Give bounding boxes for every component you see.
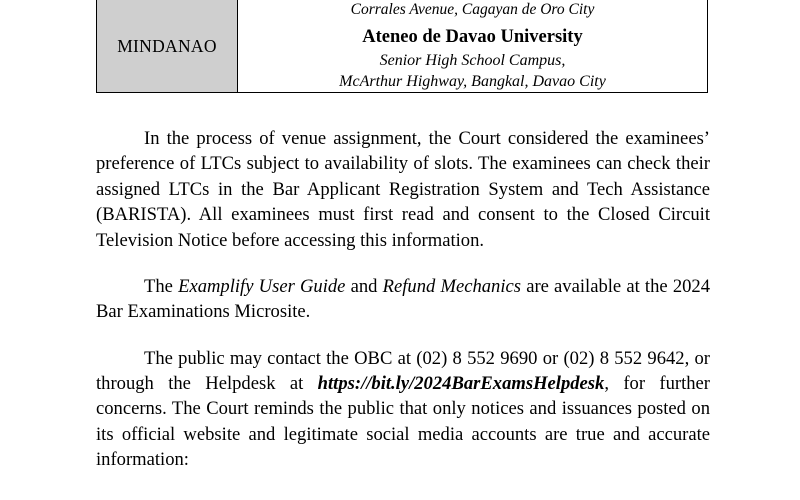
- italic-text: Examplify User Guide: [178, 275, 346, 297]
- paragraph-contact: The public may contact the OBC at (02) 8 552 9690 or (02) 8 552 9642, or through the Helpdesk at https://bit.ly/2024BarExamsHelpdesk, for further concerns. The Court reminds the public that only notices and issuances posted on its official website and legitimate social media accounts are true and accurate information:: [96, 347, 710, 471]
- paragraph-user-guide: The Examplify User Guide and Refund Mechanics are available at the 2024 Bar Examinations Microsite.: [96, 275, 711, 323]
- helpdesk-link[interactable]: https://bit.ly/2024BarExamsHelpdesk: [317, 373, 605, 394]
- previous-venue-line: Corrales Avenue, Cagayan de Oro City: [350, 1, 595, 18]
- region-cell: MINDANAO: [97, 0, 238, 93]
- venue-address: McArthur Highway, Bangkal, Davao City: [339, 72, 606, 90]
- italic-text: Refund Mechanics: [382, 275, 522, 297]
- venue-name: Ateneo de Davao University: [362, 26, 583, 47]
- table-row: [97, 0, 708, 93]
- document-body: [96, 126, 710, 473]
- venue-table: [96, 0, 708, 93]
- paragraph-venue-assignment: In the process of venue assignment, the Court considered the examinees’ preference of LTCs subject to availability of slots. The examinees can check their assigned LTCs in the Bar Applicant Registration System and Tech Assistance (BARISTA). All examinees must first read and consent to the Closed Circuit Television Notice before accessing this information.: [96, 128, 710, 251]
- venue-campus: Senior High School Campus,: [379, 51, 566, 69]
- venue-cell: [238, 0, 708, 93]
